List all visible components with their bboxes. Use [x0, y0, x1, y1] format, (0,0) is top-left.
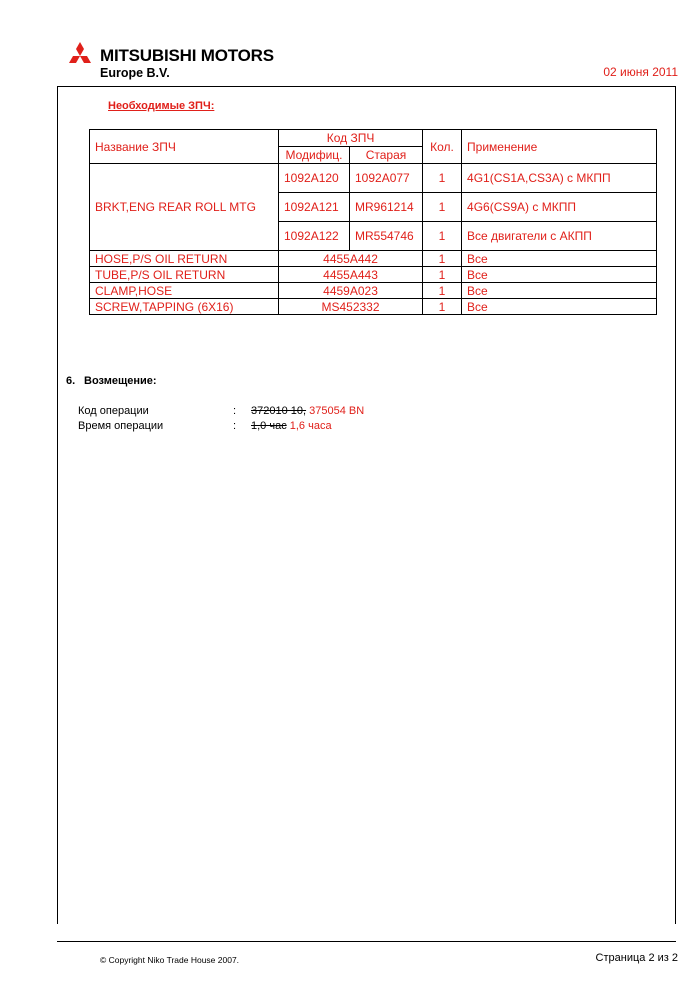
table-row	[90, 283, 657, 299]
left-border	[57, 86, 58, 924]
quantity: 1	[423, 193, 462, 222]
copyright-text: © Copyright Niko Trade House 2007.	[100, 955, 240, 965]
old-code: MR961214	[350, 193, 423, 222]
quantity: 1	[423, 267, 462, 283]
part-name: TUBE,P/S OIL RETURN	[90, 267, 279, 283]
old-code: MR554746	[350, 222, 423, 251]
operation-code-value	[251, 405, 364, 417]
header-divider	[57, 86, 676, 87]
part-code: MS452332	[279, 299, 423, 315]
header-qty: Кол.	[423, 130, 462, 164]
header-old: Старая	[350, 147, 423, 164]
table-row	[90, 164, 657, 193]
operation-code-old: 372010 10,	[251, 405, 307, 417]
header-code: Код ЗПЧ	[279, 130, 423, 147]
mitsubishi-logo-icon	[66, 42, 94, 68]
modified-code: 1092A121	[279, 193, 350, 222]
parts-title: Необходимые ЗПЧ:	[108, 100, 215, 112]
footer-divider	[57, 941, 676, 942]
group-part-name: BRKT,ENG REAR ROLL MTG	[90, 164, 279, 251]
usage: 4G1(CS1A,CS3A) с МКПП	[462, 164, 657, 193]
quantity: 1	[423, 299, 462, 315]
usage: Все	[462, 267, 657, 283]
table-header-row	[90, 130, 657, 147]
table-row	[90, 299, 657, 315]
operation-code-label: Код операции	[78, 405, 149, 417]
operation-time-label: Время операции	[78, 420, 164, 432]
modified-code: 1092A120	[279, 164, 350, 193]
quantity: 1	[423, 283, 462, 299]
quantity: 1	[423, 251, 462, 267]
operation-time-old: 1,0 час	[251, 420, 287, 432]
quantity: 1	[423, 222, 462, 251]
operation-code-new: 375054 BN	[306, 405, 365, 417]
modified-code: 1092A122	[279, 222, 350, 251]
part-code: 4459A023	[279, 283, 423, 299]
header-name: Название ЗПЧ	[90, 130, 279, 164]
part-name: CLAMP,HOSE	[90, 283, 279, 299]
part-name: SCREW,TAPPING (6X16)	[90, 299, 279, 315]
operation-code-colon: :	[233, 405, 237, 417]
operation-time-colon: :	[233, 420, 237, 432]
part-code: 4455A443	[279, 267, 423, 283]
section-number: 6.	[66, 375, 76, 387]
quantity: 1	[423, 164, 462, 193]
document-date: 02 июня 2011	[603, 65, 678, 79]
old-code: 1092A077	[350, 164, 423, 193]
operation-time-new: 1,6 часа	[286, 420, 332, 432]
usage: Все двигатели с АКПП	[462, 222, 657, 251]
brand-subtitle: Europe B.V.	[100, 66, 170, 80]
page-number: Страница 2 из 2	[595, 952, 678, 964]
parts-table	[89, 129, 657, 315]
header-modified: Модифиц.	[279, 147, 350, 164]
part-name: HOSE,P/S OIL RETURN	[90, 251, 279, 267]
table-row	[90, 251, 657, 267]
usage: Все	[462, 251, 657, 267]
usage: Все	[462, 283, 657, 299]
right-border	[675, 86, 676, 924]
operation-time-value	[251, 420, 332, 432]
part-code: 4455A442	[279, 251, 423, 267]
brand-name: MITSUBISHI MOTORS	[100, 46, 274, 65]
usage: 4G6(CS9A) с МКПП	[462, 193, 657, 222]
section-title: Возмещение:	[84, 375, 157, 387]
header-usage: Применение	[462, 130, 657, 164]
usage: Все	[462, 299, 657, 315]
table-row	[90, 267, 657, 283]
